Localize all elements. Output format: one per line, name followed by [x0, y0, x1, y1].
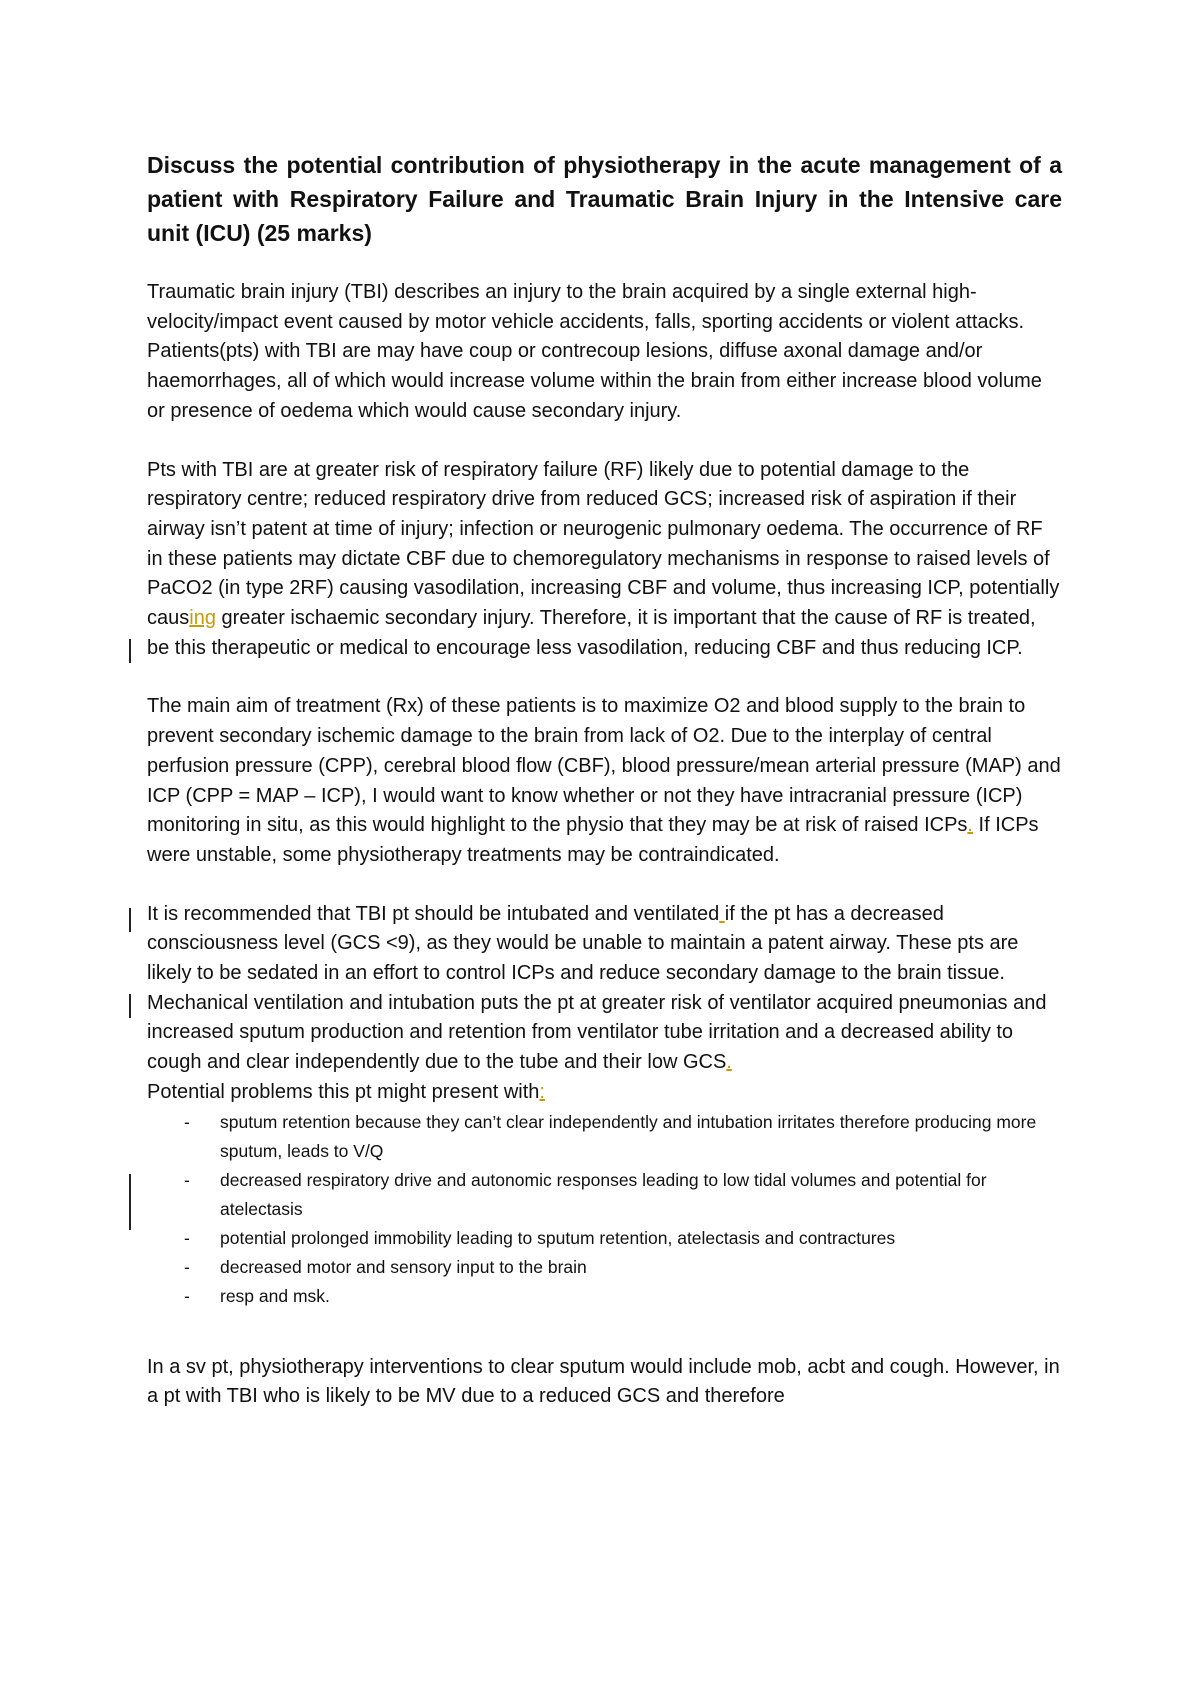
list-item [147, 1224, 1062, 1253]
text-run: Pts with TBI are at greater risk of respiratory failure (RF) likely due to potential damage to the respiratory centre; reduced respiratory drive from reduced GCS; increased risk of aspiration if their airway isn’t patent at time of injury; infection or neurogenic pulmonary oedema. The occurrence of RF in these patients may dictate CBF due to chemoregulatory mechanisms in response to raised levels of PaCO2 (in type 2RF) causing vasodilation, increasing CBF and volume, thus increasing ICP, potentially caus [147, 458, 1060, 630]
text-run: Potential problems this pt might present with [147, 1080, 540, 1103]
list-item-text: resp and msk. [220, 1285, 330, 1306]
paragraph-respiratory-failure [147, 456, 1062, 664]
change-bar [129, 908, 131, 932]
tracked-change: : [539, 1080, 545, 1103]
list-dash: - [184, 1169, 190, 1190]
text-run: greater ischaemic secondary injury. Therefore, it is important that the cause of RF is treated, be this therapeutic or medical to encourage less vasodilation, reducing CBF and thus reducing ICP. [147, 607, 1036, 659]
list-item-text: potential prolonged immobility leading to sputum retention, atelectasis and contractures [220, 1227, 896, 1248]
tracked-change: ing [189, 607, 216, 630]
list-item [147, 1166, 1062, 1224]
list-item [147, 1253, 1062, 1282]
change-bar [129, 994, 131, 1018]
list-item [147, 1108, 1062, 1166]
tracked-change: . [726, 1051, 732, 1074]
list-dash: - [184, 1285, 190, 1306]
list-dash: - [184, 1111, 190, 1132]
problems-heading [147, 1078, 1062, 1108]
list-dash: - [184, 1256, 190, 1277]
document-body [147, 148, 1062, 1412]
list-item-text: decreased respiratory drive and autonomic responses leading to low tidal volumes and potential for atelectasis [220, 1169, 987, 1219]
paragraph-interventions: In a sv pt, physiotherapy interventions to clear sputum would include mob, acbt and cough. However, in a pt with TBI who is likely to be MV due to a reduced GCS and therefore [147, 1355, 1060, 1408]
text-run: The main aim of treatment (Rx) of these patients is to maximize O2 and blood supply to the brain to prevent secondary ischemic damage to the brain from lack of O2. Due to the interplay of central perfusion pressure (CPP), cerebral blood flow (CBF), blood pressure/mean arterial pressure (MAP) and ICP (CPP = MAP – ICP), I would want to know whether or not they have intracranial pressure (ICP) monitoring in situ, as this would highlight to the physio that they may be at risk of raised ICPs [147, 695, 1061, 837]
essay-title: Discuss the potential contribution of physiotherapy in the acute management of a patient with Respiratory Failure and Traumatic Brain Injury in the Intensive care unit (ICU) (25 marks) [147, 152, 1062, 246]
text-run: It is recommended that TBI pt should be intubated and ventilated [147, 902, 720, 925]
change-bar [129, 639, 131, 663]
paragraph-treatment-aim [147, 692, 1062, 870]
list-dash: - [184, 1227, 190, 1248]
list-item [147, 1282, 1062, 1311]
problems-list [147, 1108, 1062, 1311]
text-run: if the pt has a decreased consciousness level (GCS <9), as they would be unable to maintain a patent airway. These pts are likely to be sedated in an effort to control ICPs and reduce secondary damage to the brain tissue. Mechanical ventilation and intubation puts the pt at greater risk of ventilator acquired pneumonias and increased sputum production and retention from ventilator tube irritation and a decreased ability to cough and clear independently due to the tube and their low GCS [147, 902, 1047, 1074]
paragraph-tbi-definition: Traumatic brain injury (TBI) describes an injury to the brain acquired by a single external high-velocity/impact event caused by motor vehicle accidents, falls, sporting accidents or violent attacks. Patients(pts) with TBI are may have coup or contrecoup lesions, diffuse axonal damage and/or haemorrhages, all of which would increase volume within the brain from either increase blood volume or presence of oedema which would cause secondary injury. [147, 281, 1042, 422]
tracked-change: . [967, 814, 973, 837]
list-item-text: sputum retention because they can’t clear independently and intubation irritates therefore producing more sputum, leads to V/Q [220, 1111, 1037, 1161]
text-run: If ICPs were unstable, some physiotherapy treatments may be contraindicated. [147, 814, 1039, 866]
paragraph-intubation [147, 900, 1062, 1078]
list-item-text: decreased motor and sensory input to the brain [220, 1256, 587, 1277]
change-bar [129, 1174, 131, 1230]
